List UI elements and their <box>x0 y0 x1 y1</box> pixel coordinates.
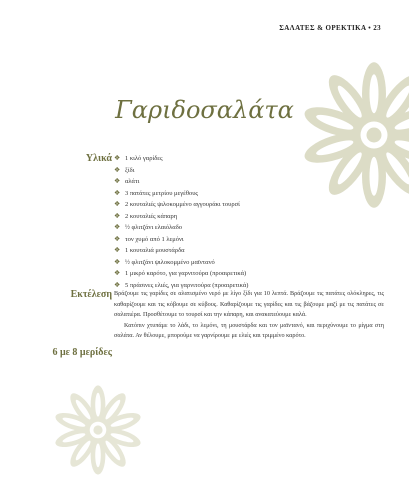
ingredients-list <box>114 153 248 291</box>
diamond-bullet-icon: ❖ <box>114 269 121 277</box>
ingredient-text: τον χυμό από 1 λεμόνι <box>125 235 184 243</box>
diamond-bullet-icon: ❖ <box>114 188 121 197</box>
running-head: ΣΑΛΑΤΕΣ & ΟΡΕΚΤΙΚΑ • 23 <box>279 24 381 32</box>
rosette-ornament-icon <box>52 384 144 476</box>
list-item <box>114 199 248 211</box>
ingredient-text: ½ φλιτζάνι ελαιόλαδο <box>125 224 183 231</box>
list-item <box>114 245 248 257</box>
ingredient-text: 1 μικρό καρότο, για γαρνιτούρα (προαιρετικά) <box>125 270 247 277</box>
ingredients-label: Υλικά <box>85 153 112 164</box>
ingredient-text: 2 κουταλιές ψιλοκομμένο αγγουράκι τουρσί <box>125 201 240 208</box>
list-item <box>114 222 248 234</box>
ingredient-text: αλάτι <box>125 178 140 185</box>
diamond-bullet-icon: ❖ <box>114 234 121 243</box>
diamond-bullet-icon: ❖ <box>114 200 121 208</box>
diamond-bullet-icon: ❖ <box>114 165 121 174</box>
ingredient-text: 2 κουταλιές κάπαρη <box>125 212 178 220</box>
list-item <box>114 211 248 223</box>
method-paragraph: Κατόπιν χτυπάμε το λάδι, το λεμόνι, τη μουστάρδα και τον μαϊντανό, και περιχύνουμε το μίγμα στη σαλάτα. Αν θέλουμε, μπορούμε να γαρνίρουμε με ελιές και τριμμένο καρότο. <box>114 321 384 339</box>
ingredient-text: ½ φλιτζάνι ψιλοκομμένο μαϊντανό <box>125 258 215 266</box>
execution-label: Εκτέλεση <box>70 289 112 300</box>
list-item <box>114 257 248 269</box>
diamond-bullet-icon: ❖ <box>114 257 121 266</box>
servings-label: 6 με 8 μερίδες <box>52 347 112 358</box>
list-item <box>114 176 248 188</box>
diamond-bullet-icon: ❖ <box>114 246 121 254</box>
list-item <box>114 153 248 165</box>
diamond-bullet-icon: ❖ <box>114 280 121 289</box>
diamond-bullet-icon: ❖ <box>114 154 121 162</box>
list-item <box>114 188 248 200</box>
method-text <box>114 289 384 342</box>
ingredient-text: 1 κιλό γαρίδες <box>125 155 163 162</box>
ingredient-text: 5 πράσινες ελιές, για γαρνιτούρα (προαιρετικά) <box>125 281 249 289</box>
diamond-bullet-icon: ❖ <box>114 177 121 185</box>
list-item <box>114 268 248 280</box>
ingredient-text: ξίδι <box>125 166 135 174</box>
ingredient-text: 1 κουταλιά μουστάρδα <box>125 247 185 254</box>
list-item <box>114 234 248 246</box>
ingredient-text: 3 πατάτες μετρίου μεγέθους <box>125 189 199 197</box>
method-paragraph: Βράζουμε τις γαρίδες σε αλατισμένο νερό με λίγο ξίδι για 10 λεπτά. Βράζουμε τις πατάτες ολόκληρες, τις καθαρίζουμε και τις κόβουμε σε κύβους. Καθαρίζουμε τις γαρίδες και τις βάζουμε μαζί με τις πατάτες σε σαλατιέρα. Προσθέτουμε το τουρσί και την κάπαρη, και ανακατεύουμε καλά. <box>114 290 384 318</box>
rosette-ornament-icon <box>299 60 409 210</box>
diamond-bullet-icon: ❖ <box>114 223 121 231</box>
recipe-title: Γαριδοσαλάτα <box>115 96 294 124</box>
diamond-bullet-icon: ❖ <box>114 211 121 220</box>
list-item <box>114 165 248 177</box>
